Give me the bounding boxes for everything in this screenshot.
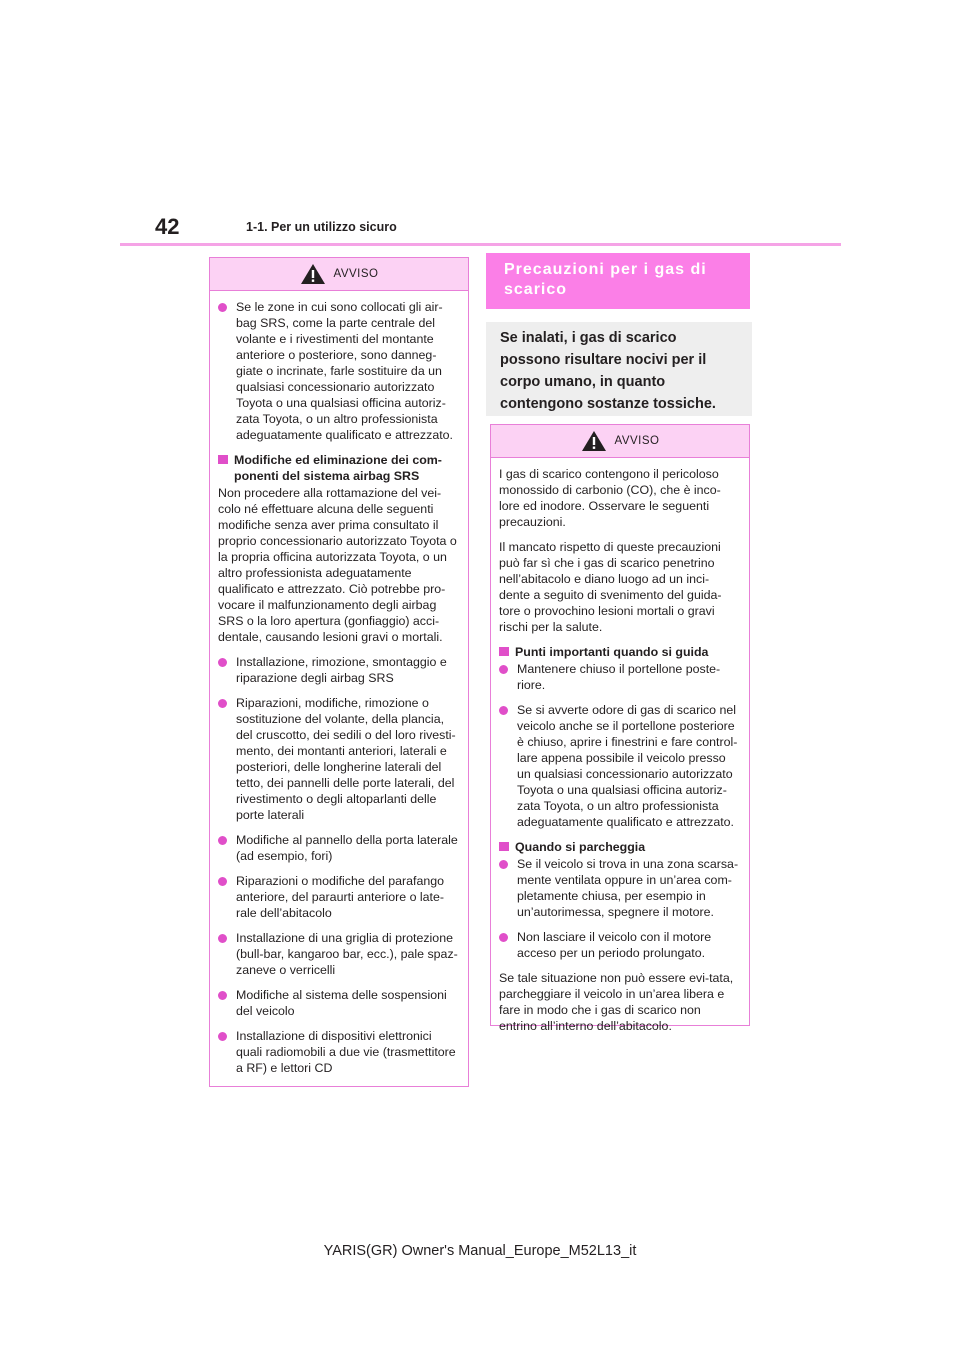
bullet-item bbox=[499, 661, 739, 693]
bullet-dot-icon bbox=[218, 303, 230, 311]
subheading bbox=[218, 452, 458, 484]
bullet-text: Se il veicolo si trova in una zona scarsa-mente ventilata oppure in un’area com-pletamente chiusa, per esempio in un’autorimessa, spegnere il motore. bbox=[517, 857, 739, 919]
warning-header bbox=[491, 425, 749, 458]
bullet-dot-icon bbox=[218, 658, 230, 666]
section-summary: Se inalati, i gas di scarico possono risultare nocivi per il corpo umano, in quanto contengono sostanze tossiche. bbox=[486, 322, 752, 416]
bullet-text: Installazione di una griglia di protezione (bull-bar, kangaroo bar, ecc.), pale spaz-zaneve o verricelli bbox=[236, 931, 458, 977]
warning-title: AVVISO bbox=[333, 268, 379, 280]
warning-triangle-icon bbox=[581, 430, 607, 452]
bullet-text: Se si avverte odore di gas di scarico nel veicolo anche se il portellone posteriore è chiuso, aprire i finestrini e fare control-lare appena possibile il veicolo presso un qualsiasi concessionario autorizzato Toyota o una qualsiasi officina autoriz-zata Toyota, o un altro professionista adeguatamente qualificato e attrezzato. bbox=[517, 703, 738, 829]
paragraph: Il mancato rispetto di queste precauzioni può far sì che i gas di scarico penetrino nell’abitacolo e diano luogo ad un inci-dente a seguito di svenimento del guida-tore o provochino lesioni mortali o gravi rischi per la salute. bbox=[499, 540, 722, 634]
page-number: 42 bbox=[155, 214, 180, 239]
header-divider bbox=[120, 243, 841, 246]
bullet-text: Riparazioni, modifiche, rimozione o sostituzione del volante, della plancia, del cruscotto, dei sedili o del loro rivesti-mento, dei montanti anteriori, laterali e posteriori, delle longherine laterali del tetto, dei pannelli delle porte laterali, del rivestimento o degli altoparlanti delle porte laterali bbox=[236, 696, 456, 822]
bullet-dot-icon bbox=[499, 665, 511, 673]
warning-body bbox=[491, 458, 749, 1051]
paragraph: I gas di scarico contengono il pericoloso monossido di carbonio (CO), che è inco-lore ed inodore. Osservare le seguenti precauzioni. bbox=[499, 467, 721, 529]
square-bullet-icon bbox=[218, 455, 228, 464]
bullet-dot-icon bbox=[218, 699, 230, 707]
bullet-item bbox=[218, 654, 458, 686]
bullet-dot-icon bbox=[218, 877, 230, 885]
warning-body bbox=[210, 291, 468, 1093]
bullet-item bbox=[499, 929, 739, 961]
footer-text: YARIS(GR) Owner's Manual_Europe_M52L13_it bbox=[323, 1243, 637, 1259]
square-bullet-icon bbox=[499, 647, 509, 656]
bullet-item bbox=[218, 695, 458, 823]
bullet-item bbox=[218, 873, 458, 921]
bullet-text: Riparazioni o modifiche del parafango anteriore, del paraurti anteriore o late-rale dell’abitacolo bbox=[236, 874, 445, 920]
bullet-item bbox=[218, 987, 458, 1019]
bullet-dot-icon bbox=[218, 934, 230, 942]
right-warning-box bbox=[490, 424, 750, 1033]
bullet-dot-icon bbox=[218, 836, 230, 844]
bullet-dot-icon bbox=[499, 933, 511, 941]
paragraph: Non procedere alla rottamazione del vei-colo né effettuare alcuna delle seguenti modifiche senza aver prima consultato il proprio concessionario autorizzato Toyota o la propria officina autorizzata Toyota, o un altro professionista adeguatamente qualificato e attrezzato. Ciò potrebbe pro-vocare il malfunzionamento degli airbag SRS o la loro apertura (gonfiaggio) acci-dentale, causando lesioni gravi o mortali. bbox=[218, 486, 457, 644]
subheading bbox=[499, 839, 739, 855]
square-bullet-icon bbox=[499, 842, 509, 851]
bullet-item bbox=[218, 930, 458, 978]
bullet-dot-icon bbox=[218, 991, 230, 999]
bullet-item bbox=[499, 856, 739, 920]
subheading-text: Quando si parcheggia bbox=[515, 840, 646, 854]
warning-title: AVVISO bbox=[614, 435, 660, 447]
subheading-text: Punti importanti quando si guida bbox=[515, 645, 709, 659]
left-warning-box bbox=[209, 257, 469, 1087]
bullet-text: Mantenere chiuso il portellone poste-riore. bbox=[517, 662, 721, 692]
bullet-text: Installazione di dispositivi elettronici quali radiomobili a due vie (trasmettitore a RF) e lettori CD bbox=[236, 1029, 456, 1075]
bullet-text: Non lasciare il veicolo con il motore acceso per un periodo prolungato. bbox=[517, 930, 712, 960]
subheading-text: Modifiche ed eliminazione dei com-ponenti del sistema airbag SRS bbox=[234, 453, 442, 483]
warning-triangle-icon bbox=[300, 263, 326, 285]
section-heading: Precauzioni per i gas di scarico bbox=[486, 253, 750, 309]
bullet-item bbox=[218, 1028, 458, 1076]
bullet-item bbox=[499, 702, 739, 830]
warning-header bbox=[210, 258, 468, 291]
bullet-item bbox=[218, 832, 458, 864]
bullet-text: Installazione, rimozione, smontaggio e riparazione degli airbag SRS bbox=[236, 655, 447, 685]
bullet-item bbox=[218, 299, 458, 443]
section-title: 1-1. Per un utilizzo sicuro bbox=[246, 220, 397, 234]
bullet-dot-icon bbox=[499, 860, 511, 868]
bullet-text: Se le zone in cui sono collocati gli air-bag SRS, come la parte centrale del volante e i rivestimenti del montante anteriore o posteriore, sono danneg-giate o incrinate, farle sostituire da un qualsiasi concessionario autorizzato Toyota o una qualsiasi officina autoriz-zata Toyota, o un altro professionista adeguatamente qualificato e attrezzato. bbox=[236, 300, 453, 442]
paragraph: Se tale situazione non può essere evi-tata, parcheggiare il veicolo in un’area libera e fare in modo che i gas di scarico non entrino all’interno dell’abitacolo. bbox=[499, 971, 734, 1033]
subheading bbox=[499, 644, 739, 660]
bullet-dot-icon bbox=[499, 706, 511, 714]
bullet-text: Modifiche al pannello della porta laterale (ad esempio, fori) bbox=[236, 833, 458, 863]
bullet-dot-icon bbox=[218, 1032, 230, 1040]
bullet-text: Modifiche al sistema delle sospensioni del veicolo bbox=[236, 988, 447, 1018]
